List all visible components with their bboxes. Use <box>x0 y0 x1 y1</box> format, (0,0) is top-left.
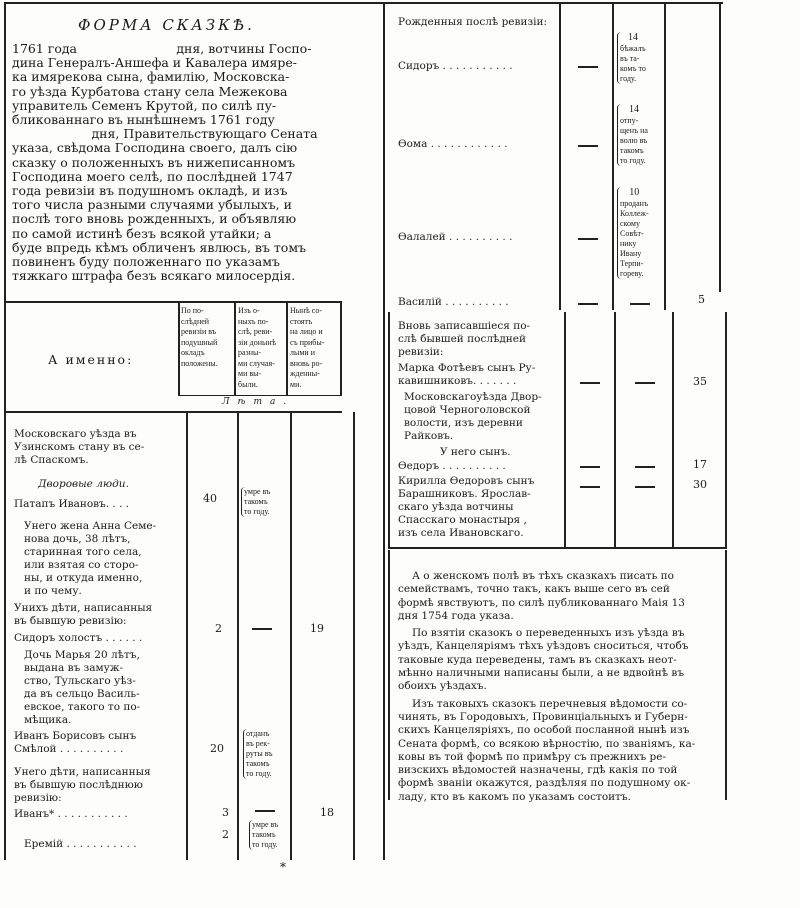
note-line: волю въ <box>620 136 648 145</box>
text-line: въ бывшую ревизію: <box>14 615 127 627</box>
col-line <box>719 2 721 292</box>
text-line: того числа разными случаями убылыхъ, и <box>12 197 292 213</box>
age-last-revision: 20 <box>210 742 224 755</box>
age-current: 18 <box>320 806 334 819</box>
remark-note <box>243 729 272 779</box>
header-line: Нынѣ со- <box>290 306 322 315</box>
text-line: тяжкаго штрафа безъ всякаго милосердія. <box>12 268 296 284</box>
header-col-2 <box>238 306 276 390</box>
text-line: Марка Фотѣевъ сынъ Ру- <box>398 362 536 374</box>
entry-text <box>404 391 542 443</box>
dash-mark <box>252 628 272 630</box>
top-rule <box>4 2 384 4</box>
dash-mark <box>578 238 598 240</box>
text-line: ладу, кто въ какомъ по указамъ состоитъ. <box>398 790 631 803</box>
text-line: Сената формѣ, со всякою вѣрностію, по званіямъ, ка- <box>398 737 696 750</box>
text-line: У него сынъ. <box>440 446 511 458</box>
text-line: слѣ бывшей послѣдней <box>398 333 526 345</box>
entry-name <box>398 475 534 540</box>
remark-note <box>249 820 278 850</box>
header-line: ныхъ по- <box>238 316 269 326</box>
entry-text <box>14 602 152 628</box>
text-line: ковы въ той формѣ по примѣру съ прежнихъ ре- <box>398 750 667 763</box>
remark-note <box>617 32 646 84</box>
dash-mark <box>580 486 600 488</box>
left-border <box>4 2 6 860</box>
age-current: 30 <box>693 478 707 491</box>
text-line: Московскаго уѣзда въ <box>14 428 137 440</box>
note-line: комъ то <box>620 64 646 73</box>
text-line: формѣ званіи окажутся, раздѣляя по подушному ок- <box>398 777 691 790</box>
age-number: 14 <box>628 104 639 115</box>
header-line: слѣ, реви- <box>238 327 273 336</box>
col-line <box>178 301 180 396</box>
text-line: повиненъ буду положеннаго по указамъ <box>12 254 280 270</box>
text-line: управитель Семенъ Крутой, по силѣ пу- <box>12 97 277 113</box>
dash-mark <box>630 303 650 305</box>
header-line: были. <box>238 379 258 389</box>
text-line: ревизію: <box>14 792 62 804</box>
text-line: ка имярекова сына, фамилію, Московска- <box>12 69 290 85</box>
text-line: Кирилла Ѳедоровъ сынъ <box>398 475 535 487</box>
note-line: году. <box>620 74 637 83</box>
text-line: формѣ явствуютъ, по силѣ публикованнаго Маія 13 <box>398 596 685 609</box>
text-line: мѣнно наличными написаны были, а не вдвойнѣ въ <box>398 667 685 680</box>
note-line: бѣжалъ <box>620 44 646 53</box>
header-col-3 <box>290 306 324 390</box>
place-text <box>14 428 144 467</box>
header-line: стоятъ <box>290 316 313 326</box>
age-number: 14 <box>627 32 638 43</box>
col-line <box>234 301 236 396</box>
text-line: По взятіи сказокъ о переведенныхъ изъ уѣзда въ <box>412 627 685 640</box>
note-line: отпу- <box>620 116 639 125</box>
age-last-revision: 2 <box>215 622 222 635</box>
note-line: то году. <box>620 156 646 165</box>
age-last-revision: 40 <box>203 492 217 505</box>
entry-name <box>398 460 506 473</box>
text-line: ство, Тульскаго уѣз- <box>24 675 136 687</box>
text-line: бликованнаго въ нынѣшнемъ 1761 году <box>12 112 275 128</box>
text-line: въ бывшую послѣднюю <box>14 779 143 791</box>
text-line: ревизіи: <box>398 346 444 358</box>
note-line: въ рек- <box>246 739 270 748</box>
text-line: уѣздъ, Канцеляріямъ тѣхъ уѣздовъ сноситься, чтобъ <box>398 640 689 653</box>
section-label: Дворовые люди. <box>38 478 129 490</box>
text-line: Райковъ. <box>404 430 454 442</box>
closing-paragraphs <box>398 570 718 808</box>
note-line: Терпи- <box>620 259 644 268</box>
remark-note <box>241 487 270 517</box>
text-line: волости, изъ деревни <box>404 417 523 429</box>
note-line: Коллеж- <box>620 209 649 218</box>
col-line <box>353 412 355 860</box>
text-line: Смѣлой . . . . . . . . . . <box>14 743 124 755</box>
text-line: Унего дѣти, написанныя <box>14 766 151 778</box>
header-line: слѣдней <box>181 316 210 326</box>
age-last-revision: 2 <box>222 828 229 841</box>
entry-text <box>14 766 151 805</box>
note-line: такомъ <box>620 146 644 155</box>
header-line: разны- <box>238 348 262 357</box>
col-line <box>564 312 566 548</box>
text-line: Господина моего селѣ, по послѣдней 1747 <box>12 168 293 184</box>
header-line: Изъ о- <box>238 306 260 315</box>
paragraph <box>398 627 718 693</box>
header-line: ми. <box>290 379 302 389</box>
text-line: обоихъ уѣздахъ. <box>398 680 487 693</box>
text-line: изъ села Ивановскаго. <box>398 527 524 539</box>
text-line: го уѣзда Курбатова стану села Межекова <box>12 83 288 99</box>
text-line: нова дочь, 38 лѣтъ, <box>24 533 131 545</box>
text-line: Спасскаго монастыря , <box>398 514 527 526</box>
dash-mark <box>635 466 655 468</box>
dash-mark <box>635 382 655 384</box>
note-line: гореву. <box>620 269 644 278</box>
text-line: или взятая со сторо- <box>24 559 139 571</box>
note-line: умре въ <box>252 820 279 829</box>
text-line: Иванъ Борисовъ сынъ <box>14 730 137 742</box>
text-line: Вновь записавшіеся по- <box>398 320 531 332</box>
text-line: Дочь Марья 20 лѣтъ, <box>24 649 140 661</box>
age-current: 19 <box>310 622 324 635</box>
age-current: 17 <box>693 458 707 471</box>
dash-mark <box>578 145 598 147</box>
dash-mark <box>255 810 275 812</box>
text-line: и по чему. <box>24 585 82 597</box>
col-line <box>614 312 616 548</box>
note-line: то году. <box>252 840 278 849</box>
col-line <box>340 301 342 396</box>
form-title: ФОРМА СКАЗКѢ. <box>78 16 255 34</box>
text-border <box>388 550 390 800</box>
note-line: въ та- <box>620 54 640 63</box>
note-line: то году. <box>246 769 272 778</box>
header-col-1 <box>181 306 218 369</box>
header-line: лыми и <box>290 348 315 357</box>
col-line <box>725 312 727 548</box>
note-line: щенъ на <box>620 126 648 135</box>
entry-name: Сидоръ . . . . . . . . . . . <box>398 60 513 72</box>
entry-name: Патапъ Ивановъ. . . . <box>14 498 130 510</box>
entry-name: Ѳалалей . . . . . . . . . . <box>398 231 513 243</box>
text-line: Унихъ дѣти, написанныя <box>14 602 153 614</box>
text-line: года ревизіи въ подушномъ окладѣ, и изъ <box>12 183 288 199</box>
text-line: 1761 года дня, вотчины Госпо- <box>12 41 312 56</box>
footnote-mark: * <box>280 860 286 874</box>
dash-mark <box>578 303 598 305</box>
header-line: вновь ро- <box>290 358 323 368</box>
header-line: положены. <box>181 358 218 368</box>
text-line: Узинскомъ стану въ се- <box>14 441 145 453</box>
text-line: Изъ таковыхъ сказокъ перечневыя вѣдомости со- <box>412 697 688 710</box>
note-line: нику <box>620 239 637 248</box>
text-line: семействамъ, точно такъ, какъ выше сего въ сей <box>398 583 670 596</box>
born-heading: Рожденныя послѣ ревизіи: <box>398 16 548 28</box>
header-line: окладъ <box>181 348 205 357</box>
col-line <box>672 312 674 548</box>
note-line: то году. <box>244 507 270 516</box>
text-line: Ѳедоръ . . . . . . . . . . <box>398 460 506 472</box>
entry-name: Василій . . . . . . . . . . <box>398 296 509 308</box>
age-current: 5 <box>698 293 705 306</box>
age-last-revision: 3 <box>222 806 229 819</box>
note-line: такомъ <box>252 830 276 839</box>
note-line: проданъ <box>620 199 649 208</box>
col-line <box>612 2 614 310</box>
text-line: кавишниковъ. . . . . . . <box>398 375 517 387</box>
dash-mark <box>580 466 600 468</box>
text-line: послѣ того вновь рожденныхъ, и объявляю <box>12 211 297 227</box>
age-number: 10 <box>629 187 640 198</box>
column-divider <box>383 2 385 860</box>
header-line: По по- <box>181 306 204 315</box>
note-line: такомъ <box>244 497 268 506</box>
age-current: 35 <box>693 375 707 388</box>
unit-rule <box>178 395 342 396</box>
new-heading <box>398 320 530 359</box>
header-line: зіи донынѣ <box>238 337 277 347</box>
col-line <box>286 301 288 396</box>
text-line: таковые куда переведены, тамъ въ сказкахъ неот- <box>398 653 677 666</box>
entry-text <box>24 520 156 598</box>
top-rule <box>383 2 723 4</box>
dash-mark <box>580 382 600 384</box>
paragraph <box>398 698 718 804</box>
text-line: чинять, въ Городовыхъ, Провинціальныхъ и Губерн- <box>398 710 688 723</box>
remark-note <box>617 104 648 166</box>
dash-mark <box>635 486 655 488</box>
text-line: скихъ Канцеляріяхъ, по особой посланной нынѣ изъ <box>398 724 690 737</box>
entry-name <box>398 362 535 388</box>
header-line: ревизіи въ <box>181 327 216 336</box>
text-line: выдана въ замуж- <box>24 662 124 674</box>
note-line: Ивану <box>620 249 642 258</box>
entry-name: Ѳома . . . . . . . . . . . . <box>398 138 508 150</box>
note-line: такомъ <box>246 759 270 768</box>
text-line: буде впредь кѣмъ обличенъ явлюсь, въ томъ <box>12 239 307 255</box>
note-line: Совѣт- <box>620 229 644 238</box>
entry-name: Сидоръ холостъ . . . . . . <box>14 632 143 644</box>
header-line: ми вы- <box>238 369 262 378</box>
text-line: лѣ Спаскомъ. <box>14 454 89 466</box>
text-line: А о женскомъ полѣ въ тѣхъ сказкахъ писать по <box>412 570 674 582</box>
header-line: съ прибы- <box>290 337 325 347</box>
text-line: скаго уѣзда вотчины <box>398 501 514 513</box>
header-line: на лицо и <box>290 327 323 336</box>
entry-name: Еремій . . . . . . . . . . . <box>24 838 137 850</box>
text-line: ны, и откуда именно, <box>24 572 143 584</box>
entry-name <box>14 730 136 756</box>
text-line: цовой Черноголовской <box>404 404 531 416</box>
table-header-label: А именно: <box>48 352 134 367</box>
text-line: Барашниковъ. Ярослав- <box>398 488 531 500</box>
entry-text <box>24 649 140 727</box>
remark-note <box>617 187 649 279</box>
text-line: по самой истинѣ безъ всякой утайки; а <box>12 225 272 241</box>
text-line: дня, Правительствующаго Сената <box>12 126 318 142</box>
text-line: мѣщика. <box>24 714 72 726</box>
header-line: подушный <box>181 337 218 347</box>
block-bottom-rule <box>388 547 727 549</box>
text-line: дина Генералъ-Аншефа и Кавалера имяре- <box>12 55 298 71</box>
dash-mark <box>578 66 598 68</box>
note-line: умре въ <box>244 487 271 496</box>
paragraph <box>398 570 718 623</box>
intro-paragraph <box>12 42 330 283</box>
header-line: ми случая- <box>238 358 275 368</box>
text-line: дня 1754 года указа. <box>398 609 514 622</box>
note-line: руты въ <box>246 749 273 758</box>
text-line: визскихъ вѣдомостей назначены, гдѣ какія по той <box>398 764 678 777</box>
text-line: Унего жена Анна Семе- <box>24 520 157 532</box>
entry-text <box>440 446 511 459</box>
header-rule <box>4 301 342 303</box>
text-line: старинная того села, <box>24 546 142 558</box>
text-line: Московскагоуѣзда Двор- <box>404 391 542 403</box>
text-line: сказку о положенныхъ въ нижеписанномъ <box>12 154 296 170</box>
header-line: жденны- <box>290 369 320 378</box>
col-line <box>559 2 561 310</box>
col-line <box>186 412 188 860</box>
note-line: скому <box>620 219 640 228</box>
entry-name: Иванъ* . . . . . . . . . . . <box>14 808 128 820</box>
unit-label: Лѣта. <box>222 397 295 407</box>
note-line: отданъ <box>246 729 270 738</box>
text-line: да въ сельцо Василь- <box>24 688 140 700</box>
text-line: евское, такого то по- <box>24 701 141 713</box>
col-line <box>290 412 292 860</box>
col-line <box>664 2 666 310</box>
block-border <box>388 312 390 548</box>
col-line <box>237 412 239 860</box>
text-border <box>725 550 727 800</box>
text-line: указа, свѣдома Господина своего, далъ сію <box>12 140 298 156</box>
